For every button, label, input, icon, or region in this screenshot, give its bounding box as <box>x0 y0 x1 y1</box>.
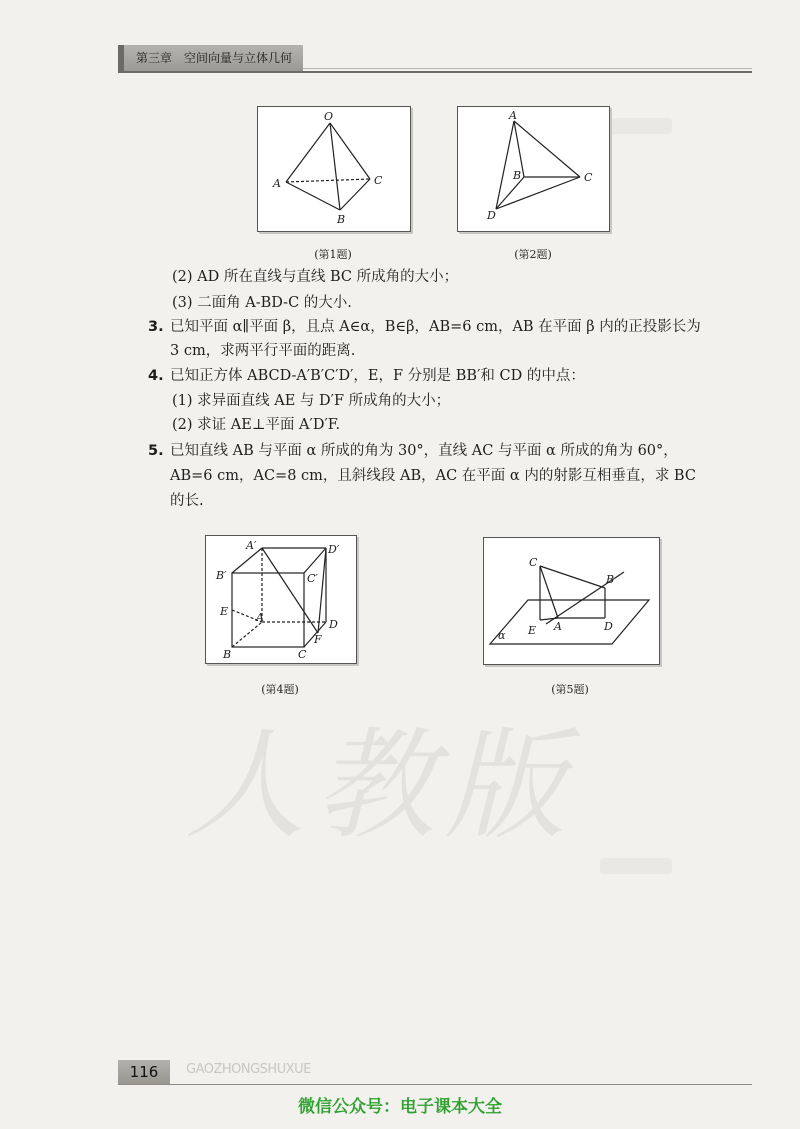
figure-5-diagram <box>484 538 659 664</box>
fig5-label-c: C <box>529 556 538 569</box>
problem-5-line-3: 的长. <box>170 493 204 509</box>
figure-5-caption: (第5题) <box>551 683 589 696</box>
fig4-label-c: C <box>298 648 307 661</box>
fig4-label-a: A <box>256 611 264 624</box>
problem-3-number: 3. <box>148 319 164 335</box>
fig4-label-d-prime: D′ <box>328 543 340 556</box>
ghost-badge-top <box>600 118 672 134</box>
problem-2-part-3: (3) 二面角 A-BD-C 的大小. <box>172 295 352 311</box>
fig4-label-f: F <box>314 633 322 646</box>
fig4-label-d: D <box>329 618 338 631</box>
fig5-label-b: B <box>606 573 615 586</box>
watermark: 人教版 <box>185 717 575 856</box>
fig5-label-alpha: α <box>498 629 506 642</box>
figure-1 <box>257 106 411 232</box>
fig4-label-b-prime: B′ <box>216 569 227 582</box>
problem-5-number: 5. <box>148 443 164 459</box>
figure-1-caption: (第1题) <box>314 248 352 261</box>
fig2-label-a: A <box>509 109 517 122</box>
fig1-label-a: A <box>273 177 281 190</box>
fig1-label-c: C <box>374 174 383 187</box>
figure-1-diagram <box>258 107 410 231</box>
problem-4-number: 4. <box>148 368 164 384</box>
footer-brand: GAOZHONGSHUXUE <box>186 1062 311 1077</box>
footer-rule <box>118 1084 752 1085</box>
fig1-label-o: O <box>324 110 334 123</box>
figure-2-caption: (第2题) <box>514 248 552 261</box>
figure-2 <box>457 106 610 232</box>
fig5-label-a: A <box>554 620 562 633</box>
fig4-label-e: E <box>220 605 229 618</box>
chapter-title: 第三章 空间向量与立体几何 <box>118 45 303 71</box>
figure-5 <box>483 537 660 665</box>
fig4-label-a-prime: A′ <box>246 539 257 552</box>
fig1-label-b: B <box>337 213 346 226</box>
header-rule <box>118 71 752 73</box>
figure-2-diagram <box>458 107 609 231</box>
fig5-label-d: D <box>604 620 613 633</box>
problem-5-line-1: 已知直线 AB 与平面 α 所成的角为 30°，直线 AC 与平面 α 所成的角为 60°， <box>170 443 678 459</box>
header-rule-thin <box>303 68 752 69</box>
problem-2-part-2: (2) AD 所在直线与直线 BC 所成角的大小； <box>172 269 459 285</box>
problem-4-line-1: 已知正方体 ABCD-A′B′C′D′，E，F 分别是 BB′和 CD 的中点： <box>170 368 585 384</box>
page-number: 116 <box>118 1060 170 1084</box>
fig2-label-c: C <box>584 171 593 184</box>
problem-3-line-2: 3 cm，求两平行平面的距离. <box>170 343 356 359</box>
fig2-label-d: D <box>487 209 496 222</box>
fig4-label-b: B <box>223 648 232 661</box>
fig4-label-c-prime: C′ <box>307 572 318 585</box>
problem-4-part-2: (2) 求证 AE⊥平面 A′D′F. <box>172 417 341 433</box>
wechat-caption: 微信公众号：电子课本大全 <box>298 1097 502 1117</box>
fig5-label-e: E <box>528 624 537 637</box>
ghost-badge-mid <box>600 858 672 874</box>
fig2-label-b: B <box>513 169 522 182</box>
problem-3-line-1: 已知平面 α∥平面 β，且点 A∈α，B∈β，AB=6 cm，AB 在平面 β 内的正投影长为 <box>170 319 701 335</box>
problem-5-line-2: AB=6 cm，AC=8 cm，且斜线段 AB，AC 在平面 α 内的射影互相垂直，求 BC <box>170 468 696 484</box>
figure-4-caption: (第4题) <box>261 683 299 696</box>
problem-4-part-1: (1) 求异面直线 AE 与 D′F 所成角的大小； <box>172 393 451 409</box>
figure-4 <box>205 535 357 664</box>
figure-4-diagram <box>206 536 356 663</box>
